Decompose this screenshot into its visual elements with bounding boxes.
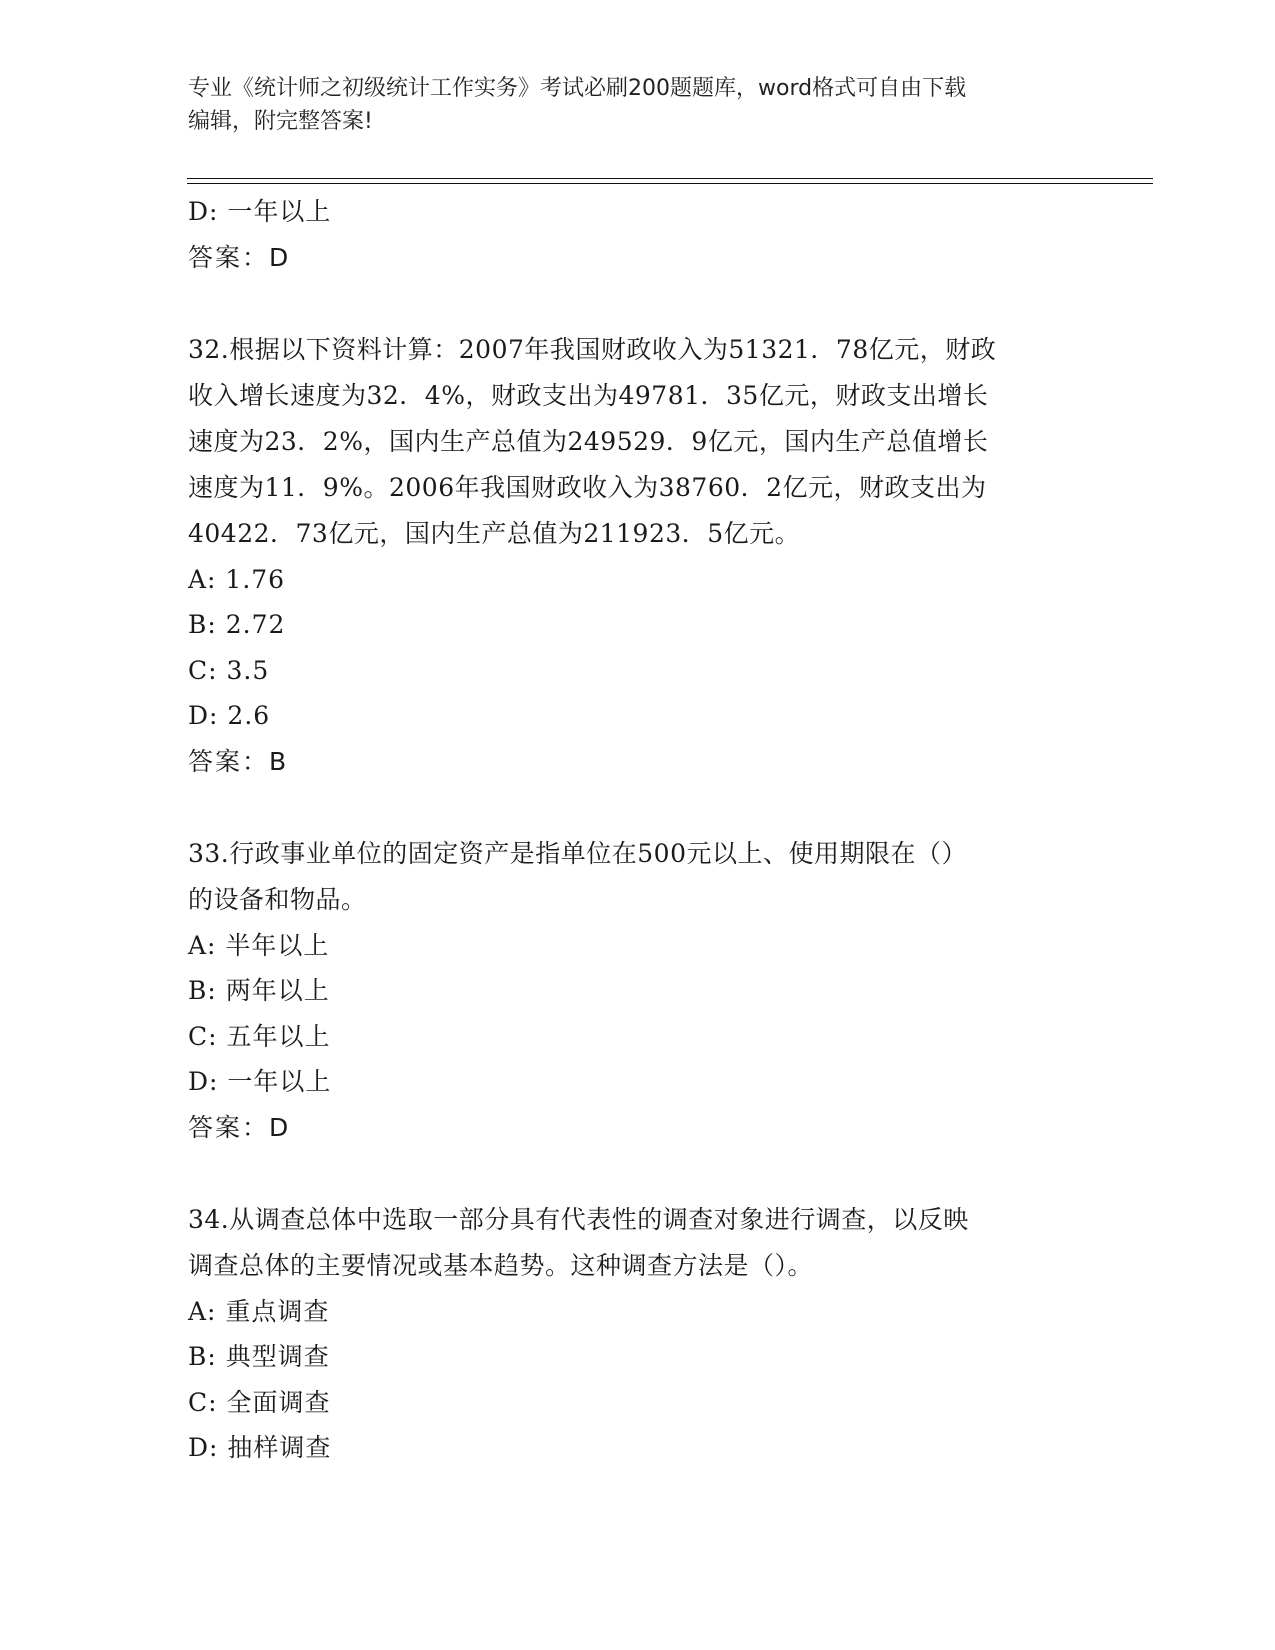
spacer [188, 280, 1088, 327]
option-a: A: 1.76 [188, 564, 286, 594]
question-text-line: 34.从调查总体中选取一部分具有代表性的调查对象进行调查，以反映 [188, 1204, 969, 1234]
previous-question-tail [188, 189, 1088, 280]
option-a: A: 半年以上 [188, 930, 330, 960]
option-c: C: 3.5 [188, 655, 270, 685]
document-body [188, 189, 1088, 1471]
option-b: B: 2.72 [188, 610, 286, 639]
option-d: D: 一年以上 [188, 1067, 332, 1096]
question-text-line: 收入增长速度为32．4%，财政支出为49781．35亿元，财政支出增长 [188, 380, 989, 410]
option-d: D: 2.6 [188, 701, 271, 730]
header-line-2: 编辑，附完整答案! [188, 109, 373, 134]
answer-line: 答案：B [188, 746, 289, 776]
option-b: B: 两年以上 [188, 976, 330, 1005]
question-text-line: 40422．73亿元，国内生产总值为211923．5亿元。 [188, 518, 801, 548]
question-33 [188, 831, 1088, 1150]
answer-line: 答案：D [188, 242, 291, 272]
question-34 [188, 1197, 1088, 1471]
header-line-1: 专业《统计师之初级统计工作实务》考试必刷200题题库，word格式可自由下载 [188, 76, 967, 101]
question-text-line: 的设备和物品。 [188, 884, 367, 914]
option-d: D: 一年以上 [188, 197, 332, 226]
header-rule-bottom [187, 183, 1153, 184]
question-text-line: 调查总体的主要情况或基本趋势。这种调查方法是（）。 [188, 1250, 814, 1280]
option-a: A: 重点调查 [188, 1296, 330, 1326]
spacer [188, 784, 1088, 831]
question-32 [188, 327, 1088, 784]
answer-line: 答案：D [188, 1112, 291, 1142]
option-d: D: 抽样调查 [188, 1433, 332, 1462]
question-text-line: 速度为23．2%，国内生产总值为249529．9亿元，国内生产总值增长 [188, 426, 989, 456]
option-c: C: 全面调查 [188, 1387, 331, 1417]
question-text-line: 33.行政事业单位的固定资产是指单位在500元以上、使用期限在（） [188, 838, 967, 868]
page-header [188, 72, 1088, 138]
question-text-line: 速度为11．9%。2006年我国财政收入为38760．2亿元，财政支出为 [188, 472, 987, 502]
header-rule-top [187, 178, 1153, 179]
question-text-line: 32.根据以下资料计算：2007年我国财政收入为51321．78亿元，财政 [188, 334, 997, 364]
spacer [188, 1150, 1088, 1197]
option-c: C: 五年以上 [188, 1021, 331, 1051]
option-b: B: 典型调查 [188, 1342, 330, 1371]
